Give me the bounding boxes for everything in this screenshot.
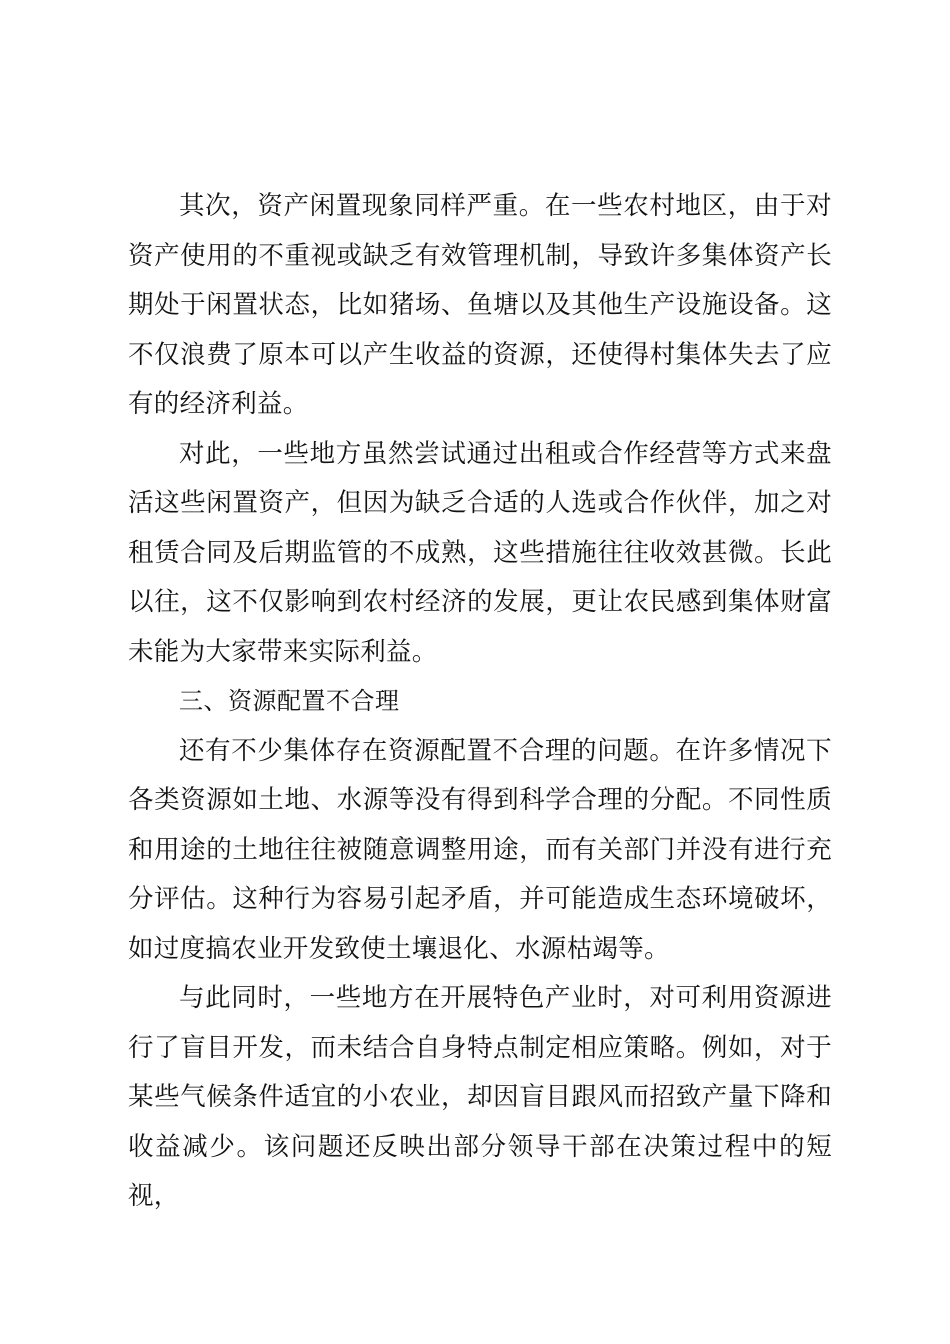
- document-body: [128, 182, 832, 1222]
- paragraph-revitalize-assets: 对此，一些地方虽然尝试通过出租或合作经营等方式来盘活这些闲置资产，但因为缺乏合适的人选或合作伙伴，加之对租赁合同及后期监管的不成熟，这些措施往往收效甚微。长此以往，这不仅影响到农村经济的发展，更让农民感到集体财富未能为大家带来实际利益。: [128, 438, 832, 667]
- paragraph-idle-assets: 其次，资产闲置现象同样严重。在一些农村地区，由于对资产使用的不重视或缺乏有效管理机制，导致许多集体资产长期处于闲置状态，比如猪场、鱼塘以及其他生产设施设备。这不仅浪费了原本可以产生收益的资源，还使得村集体失去了应有的经济利益。: [128, 191, 832, 419]
- section-heading-resource-allocation: 三、资源配置不合理: [179, 687, 400, 715]
- paragraph-blind-development: 与此同时，一些地方在开展特色产业时，对可利用资源进行了盲目开发，而未结合自身特点制定相应策略。例如，对于某些气候条件适宜的小农业，却因盲目跟风而招致产量下降和收益减少。该问题还反映出部分领导干部在决策过程中的短视，: [128, 983, 832, 1211]
- paragraph-resource-allocation: 还有不少集体存在资源配置不合理的问题。在许多情况下各类资源如土地、水源等没有得到科学合理的分配。不同性质和用途的土地往往被随意调整用途，而有关部门并没有进行充分评估。这种行为容易引起矛盾，并可能造成生态环境破坏，如过度搞农业开发致使土壤退化、水源枯竭等。: [128, 735, 832, 964]
